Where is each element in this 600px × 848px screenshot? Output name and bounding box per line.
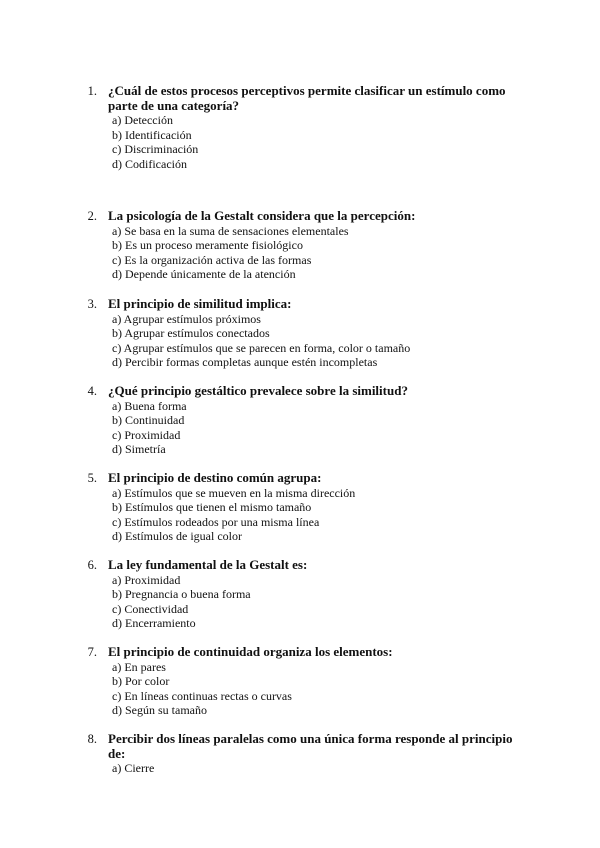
option-b: b) Identificación — [112, 127, 192, 142]
option-c: c) Proximidad — [112, 427, 181, 442]
option-c: c) En líneas continuas rectas o curvas — [112, 688, 292, 703]
option-a: a) Cierre — [112, 761, 155, 775]
option-c: c) Es la organización activa de las formas — [112, 252, 312, 267]
option-a: a) Proximidad — [112, 572, 181, 587]
question-text: El principio de similitud implica: — [108, 296, 292, 311]
option-list — [0, 399, 600, 457]
option-list — [0, 761, 600, 776]
question-text: La ley fundamental de la Gestalt es: — [108, 557, 308, 572]
question-number: 7. — [87, 645, 97, 659]
option-c: c) Agrupar estímulos que se parecen en forma, color o tamaño — [112, 340, 411, 355]
option-d: d) Encerramiento — [112, 616, 196, 630]
option-list — [0, 573, 600, 631]
question-6 — [0, 558, 600, 631]
option-a: a) Agrupar estímulos próximos — [112, 311, 261, 326]
option-d: d) Según su tamaño — [112, 703, 207, 717]
question-number: 4. — [87, 384, 97, 398]
question-7 — [0, 645, 600, 718]
option-b: b) Pregnancia o buena forma — [112, 587, 251, 601]
option-d: d) Percibir formas completas aunque estén incompletas — [112, 355, 378, 369]
question-number: 1. — [87, 84, 97, 98]
question-8 — [0, 732, 600, 776]
option-b: b) Estímulos que tienen el mismo tamaño — [112, 500, 312, 514]
question-2 — [0, 209, 600, 282]
option-c: c) Estímulos rodeados por una misma línea — [112, 514, 320, 529]
option-list — [0, 113, 600, 171]
option-b: b) Por color — [112, 674, 170, 688]
question-text: El principio de destino común agrupa: — [108, 470, 322, 485]
option-b: b) Continuidad — [112, 413, 185, 427]
option-d: d) Codificación — [112, 156, 187, 171]
option-list — [0, 312, 600, 370]
question-number: 5. — [87, 471, 97, 485]
option-d: d) Simetría — [112, 442, 166, 456]
option-c: c) Conectividad — [112, 601, 189, 616]
question-number: 2. — [87, 209, 97, 223]
question-3 — [0, 297, 600, 370]
option-b: b) Es un proceso meramente fisiológico — [112, 238, 303, 252]
option-a: a) En pares — [112, 659, 166, 674]
option-d: d) Depende únicamente de la atención — [112, 267, 296, 281]
option-d: d) Estímulos de igual color — [112, 529, 242, 543]
question-text: El principio de continuidad organiza los elementos: — [108, 644, 393, 659]
question-text: La psicología de la Gestalt considera que la percepción: — [108, 208, 416, 223]
option-a: a) Detección — [112, 113, 173, 127]
question-text: Percibir dos líneas paralelas como una única forma responde al principio de: — [108, 731, 513, 761]
question-4 — [0, 384, 600, 457]
question-number: 6. — [87, 558, 97, 572]
option-list — [0, 486, 600, 544]
option-b: b) Agrupar estímulos conectados — [112, 326, 270, 340]
option-c: c) Discriminación — [112, 142, 199, 156]
question-text: ¿Cuál de estos procesos perceptivos permite clasificar un estímulo como parte de una categoría? — [108, 83, 506, 113]
question-number: 8. — [87, 732, 97, 746]
question-number: 3. — [87, 297, 97, 311]
option-a: a) Estímulos que se mueven en la misma dirección — [112, 485, 356, 500]
option-list — [0, 224, 600, 282]
option-a: a) Se basa en la suma de sensaciones elementales — [112, 223, 349, 238]
option-list — [0, 660, 600, 718]
question-5 — [0, 471, 600, 544]
question-1 — [0, 84, 600, 171]
question-text: ¿Qué principio gestáltico prevalece sobre la similitud? — [108, 383, 408, 398]
option-a: a) Buena forma — [112, 398, 187, 413]
